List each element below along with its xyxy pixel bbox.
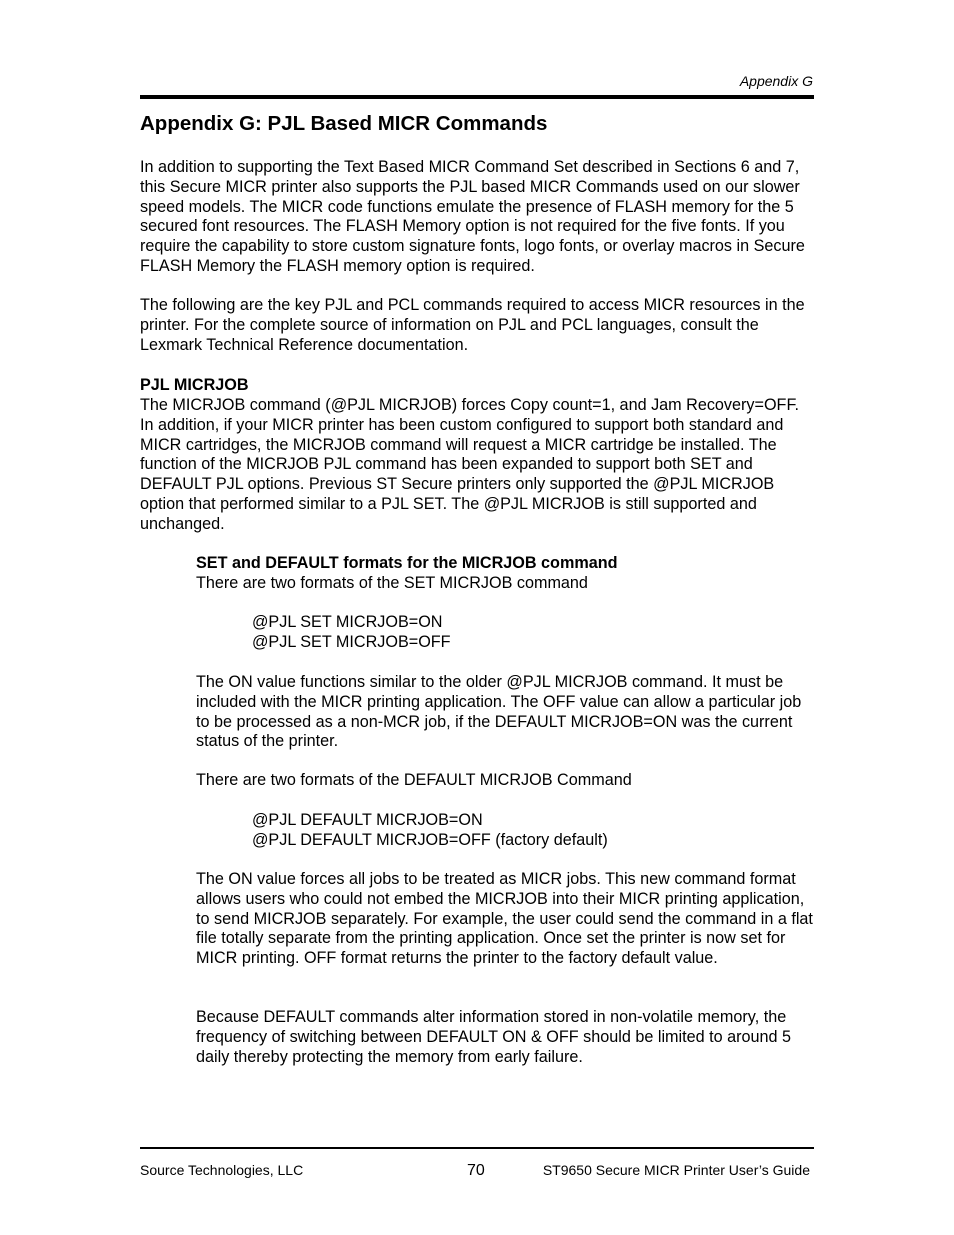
intro-paragraph-1: In addition to supporting the Text Based MICR Command Set described in Sections 6 and 7, this Secure MICR printer also supports the PJL based MICR Commands used on our slower speed models. The MICR code functions emulate the presence of FLASH memory for the 5 secured font resources. The FLASH Memory option is not required for the five fonts. If you require the capability to store custom signature fonts, logo fonts, or overlay macros in Secure FLASH Memory the FLASH memory option is required. [140,158,805,275]
default-intro-text: There are two formats of the DEFAULT MICRJOB Command [196,771,632,789]
command-default-off: @PJL DEFAULT MICRJOB=OFF (factory default) [252,831,608,849]
running-header: Appendix G [739,73,813,89]
section-heading-micrjob: PJL MICRJOB [140,376,249,394]
micrjob-paragraph: The MICRJOB command (@PJL MICRJOB) forces Copy count=1, and Jam Recovery=OFF. In addition, if your MICR printer has been custom configured to support both standard and MICR cartridges, the MICRJOB command will request a MICR cartridge be installed. The function of the MICRJOB PJL command has been expanded to support both SET and DEFAULT PJL options. Previous ST Secure printers only supported the @PJL MICRJOB option that performed similar to a PJL SET. The @PJL MICRJOB is still supported and unchanged. [140,396,800,533]
page-title: Appendix G: PJL Based MICR Commands [140,112,548,135]
default-description: The ON value forces all jobs to be treated as MICR jobs. This new command format allows users who could not embed the MICRJOB into their MICR printing application, to send MICRJOB separately. For example, the user could send the command in a flat file totally separate from the printing application. Once set the printer is now set for MICR printing. OFF format returns the printer to the factory default value. [196,870,813,968]
subsection-heading-formats: SET and DEFAULT formats for the MICRJOB command [196,554,618,572]
page-number: 70 [467,1162,485,1179]
set-intro-text: There are two formats of the SET MICRJOB command [196,574,588,592]
command-default-on: @PJL DEFAULT MICRJOB=ON [252,811,483,829]
intro-paragraph-2: The following are the key PJL and PCL commands required to access MICR resources in the printer. For the complete source of information on PJL and PCL languages, consult the Lexmark Technical Reference documentation. [140,296,805,354]
header-rule [140,95,814,99]
command-set-on: @PJL SET MICRJOB=ON [252,613,443,631]
footer-guide-title: ST9650 Secure MICR Printer User’s Guide [542,1162,810,1178]
footer-company: Source Technologies, LLC [140,1162,304,1178]
set-description: The ON value functions similar to the older @PJL MICRJOB command. It must be included with the MICR printing application. The OFF value can allow a particular job to be processed as a non-MCR job, if the DEFAULT MICRJOB=ON was the current status of the printer. [196,673,802,751]
footer-rule [140,1147,814,1149]
memory-warning-paragraph: Because DEFAULT commands alter information stored in non-volatile memory, the frequency of switching between DEFAULT ON & OFF should be limited to around 5 daily thereby protecting the memory from early failure. [196,1008,792,1066]
command-set-off: @PJL SET MICRJOB=OFF [252,633,451,651]
